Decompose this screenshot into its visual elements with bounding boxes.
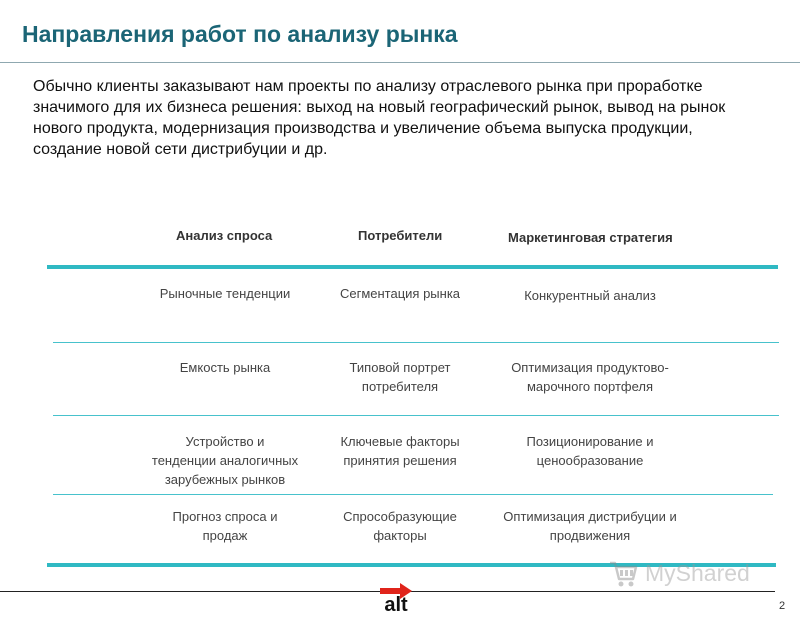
table-cell: [340, 432, 459, 470]
row-divider: [53, 342, 779, 343]
cell-line: Конкурентный анализ: [524, 288, 656, 303]
cell-line: принятия решения: [343, 453, 457, 468]
row-divider: [53, 415, 779, 416]
cell-line: Рыночные тенденции: [159, 286, 291, 301]
cell-line: Прогноз спроса и: [172, 509, 278, 524]
cell-line: продаж: [202, 528, 248, 543]
cell-line: потребителя: [361, 379, 439, 394]
cell-line: Позиционирование и: [526, 434, 654, 449]
intro-paragraph: Обычно клиенты заказывают нам проекты по анализу отраслевого рынка при проработке значимого для их бизнеса решения: выход на новый географический рынок, вывод на рынок нового продукта, модернизация производства и увеличение объема выпуска продукции, создание новой сети дистрибуции и др.: [33, 78, 726, 158]
page-title: Направления работ по анализу рынка: [22, 21, 458, 47]
watermark: [607, 556, 750, 590]
cell-line: Сегментация рынка: [339, 286, 461, 301]
cell-line: факторы: [373, 528, 427, 543]
table-cell: [503, 507, 676, 545]
table-cell: [160, 284, 290, 303]
table-cell: [511, 358, 669, 396]
table-cell: [340, 284, 460, 303]
column-header-consumers: Потребители: [358, 228, 443, 243]
column-header-demand: Анализ спроса: [176, 228, 273, 243]
cell-line: Оптимизация дистрибуции и: [503, 509, 677, 524]
cell-line: ценообразование: [536, 453, 644, 468]
cell-line: Устройство и: [185, 434, 265, 449]
column-header-strategy: Маркетинговая стратегия: [508, 230, 673, 245]
cell-line: Типовой портрет: [349, 360, 451, 375]
table-cell: [343, 507, 457, 545]
cell-line: Спрособразующие: [343, 509, 457, 524]
company-logo: [378, 576, 414, 612]
table-cell: [180, 358, 270, 377]
title-divider: [0, 62, 800, 63]
watermark-text: MyShared: [645, 559, 750, 586]
cart-icon: [607, 557, 639, 589]
cell-line: Ключевые факторы: [340, 434, 460, 449]
page-number: 2: [779, 600, 786, 612]
cell-line: продвижения: [549, 528, 631, 543]
table-cell: [173, 507, 278, 545]
table-cell: [152, 432, 298, 489]
cell-line: тенденции аналогичных: [151, 453, 299, 468]
table-cell: [524, 286, 656, 305]
table-cell: [526, 432, 653, 470]
table-cell: [350, 358, 451, 396]
cell-line: зарубежных рынков: [164, 472, 286, 487]
cell-line: Емкость рынка: [179, 360, 271, 375]
svg-text:alt: alt: [384, 594, 408, 612]
row-divider: [53, 494, 773, 495]
cell-line: марочного портфеля: [526, 379, 654, 394]
table-top-rule: [47, 265, 778, 269]
cell-line: Оптимизация продуктово-: [511, 360, 669, 375]
